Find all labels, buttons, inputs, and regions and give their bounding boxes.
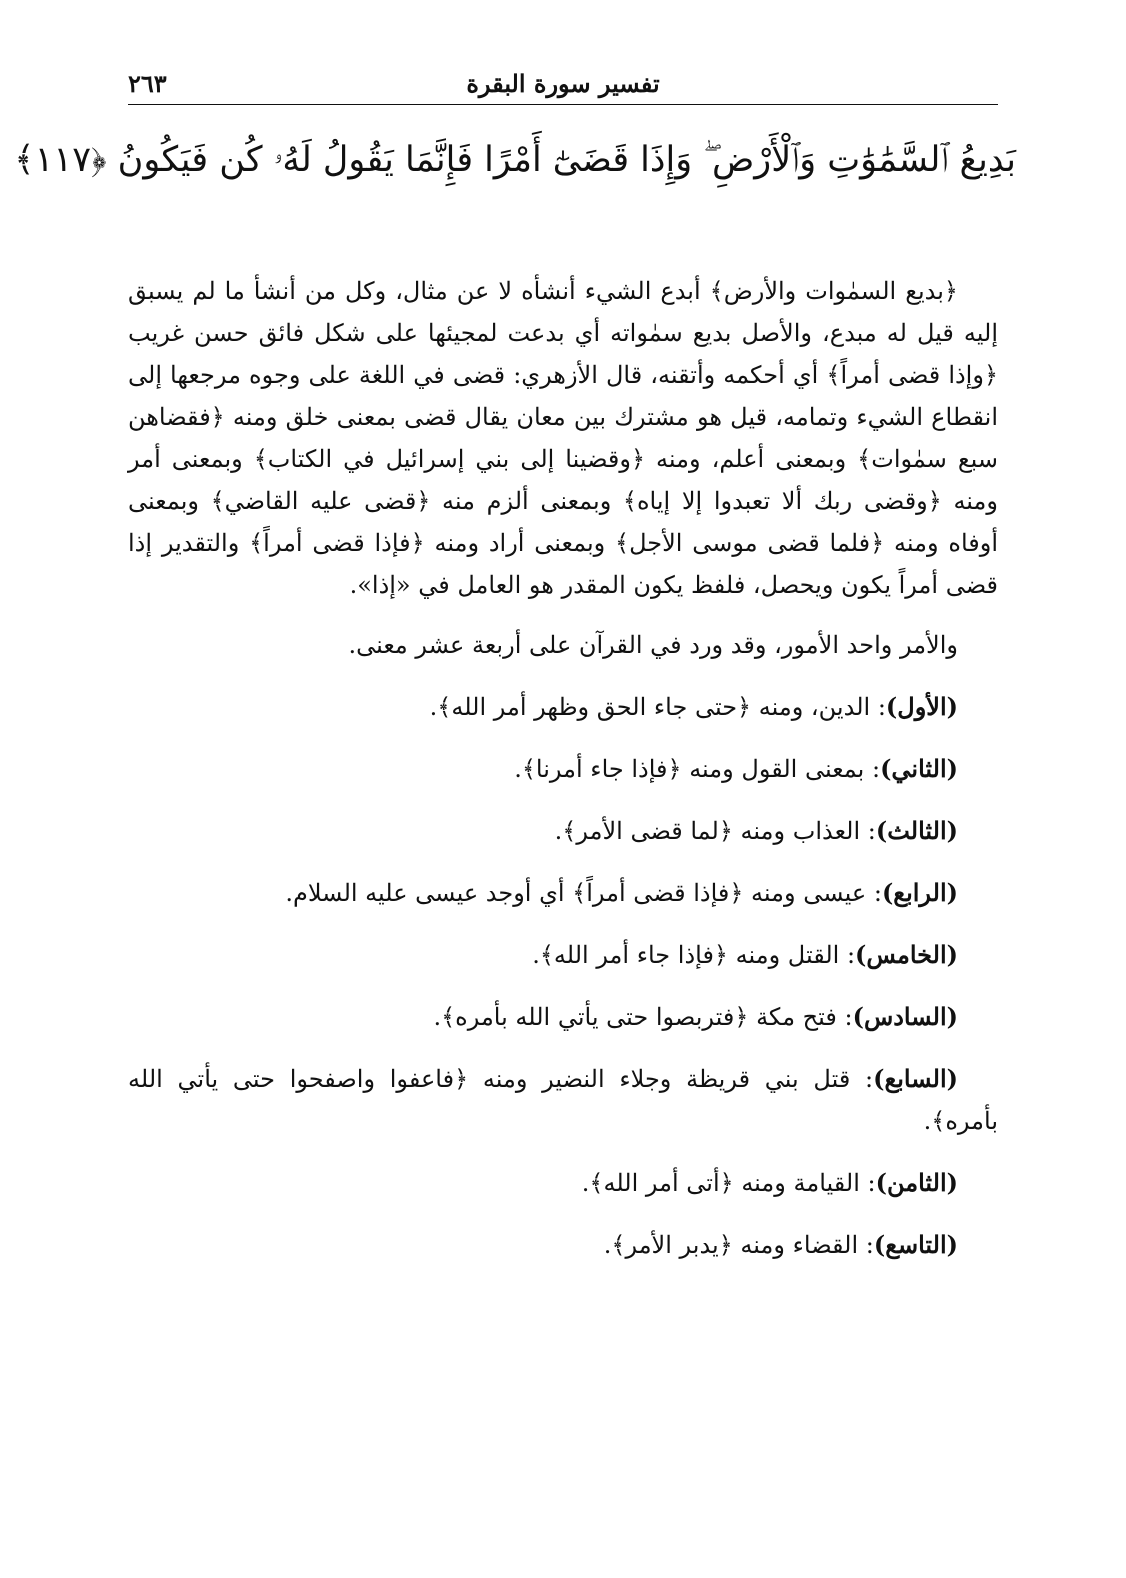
- meaning-label: (الرابع): [881, 878, 958, 907]
- meaning-label: (الثاني): [880, 754, 958, 783]
- meaning-text: : عيسى ومنه ﴿فإذا قضى أمراً﴾ أي أوجد عيسى عليه السلام.: [285, 879, 882, 907]
- meaning-text: : القضاء ومنه ﴿يدبر الأمر﴾.: [603, 1231, 874, 1259]
- commentary-text: [128, 270, 998, 1286]
- meaning-label: (السابع): [873, 1064, 958, 1093]
- meaning-label: (الثامن): [875, 1168, 958, 1197]
- page-number: ٢٦٣: [128, 69, 167, 98]
- meaning-item: [128, 934, 998, 976]
- meaning-item: [128, 996, 998, 1038]
- meanings-list: [128, 624, 998, 1266]
- meaning-label: (الخامس): [855, 940, 958, 969]
- meaning-label: (الأول): [885, 692, 958, 721]
- meaning-item: [128, 872, 998, 914]
- meaning-label: (السادس): [852, 1002, 958, 1031]
- meaning-text: : القيامة ومنه ﴿أتى أمر الله﴾.: [581, 1169, 876, 1197]
- meaning-text: : العذاب ومنه ﴿لما قضى الأمر﴾.: [554, 817, 876, 845]
- meaning-text: : بمعنى القول ومنه ﴿فإذا جاء أمرنا﴾.: [514, 755, 881, 783]
- page-header: [128, 66, 998, 105]
- meaning-item: [128, 1162, 998, 1204]
- running-title: تفسير سورة البقرة: [466, 69, 660, 98]
- meaning-text: : القتل ومنه ﴿فإذا جاء أمر الله﴾.: [532, 941, 856, 969]
- intro-paragraph: والأمر واحد الأمور، وقد ورد في القرآن على أربعة عشر معنى.: [348, 631, 958, 659]
- meaning-label: (الثالث): [875, 816, 958, 845]
- meaning-text: : الدين، ومنه ﴿حتى جاء الحق وظهر أمر الله﴾.: [429, 693, 886, 721]
- meaning-text: : قتل بني قريظة وجلاء النضير ومنه ﴿فاعفوا واصفحوا حتى يأتي الله بأمره﴾.: [128, 1065, 998, 1135]
- meaning-item: [128, 810, 998, 852]
- meaning-item: [128, 748, 998, 790]
- quran-verse: بَدِيعُ ٱلسَّمَٰوَٰتِ وَٱلْأَرْضِ ۖ وَإِذَا قَضَىٰٓ أَمْرًا فَإِنَّمَا يَقُولُ لَهُۥ كُن فَيَكُونُ ﴿١١٧﴾: [14, 140, 1016, 180]
- commentary-paragraph: ﴿بديع السمٰوات والأرض﴾ أبدع الشيء أنشأه لا عن مثال، وكل من أنشأ ما لم يسبق إليه قيل له مبدع، والأصل بديع سمٰواته أي بدعت لمجيئها على شكل فائق حسن غريب ﴿وإذا قضى أمراً﴾ أي أحكمه وأتقنه، قال الأزهري: قضى في اللغة على وجوه مرجعها إلى انقطاع الشيء وتمامه، قيل هو مشترك بين معان يقال قضى بمعنى خلق ومنه ﴿فقضاهن سبع سمٰوات﴾ وبمعنى أعلم، ومنه ﴿وقضينا إلى بني إسرائيل في الكتاب﴾ وبمعنى أمر ومنه ﴿وقضى ربك ألا تعبدوا إلا إياه﴾ وبمعنى ألزم منه ﴿قضى عليه القاضي﴾ وبمعنى أوفاه ومنه ﴿فلما قضى موسى الأجل﴾ وبمعنى أراد ومنه ﴿فإذا قضى أمراً﴾ والتقدير إذا قضى أمراً يكون ويحصل، فلفظ يكون المقدر هو العامل في «إذا».: [128, 277, 998, 599]
- meaning-item: [128, 1224, 998, 1266]
- meaning-text: : فتح مكة ﴿فتربصوا حتى يأتي الله بأمره﴾.: [433, 1003, 853, 1031]
- meaning-item: [128, 1058, 998, 1142]
- meaning-item: [128, 686, 998, 728]
- meaning-label: (التاسع): [873, 1230, 958, 1259]
